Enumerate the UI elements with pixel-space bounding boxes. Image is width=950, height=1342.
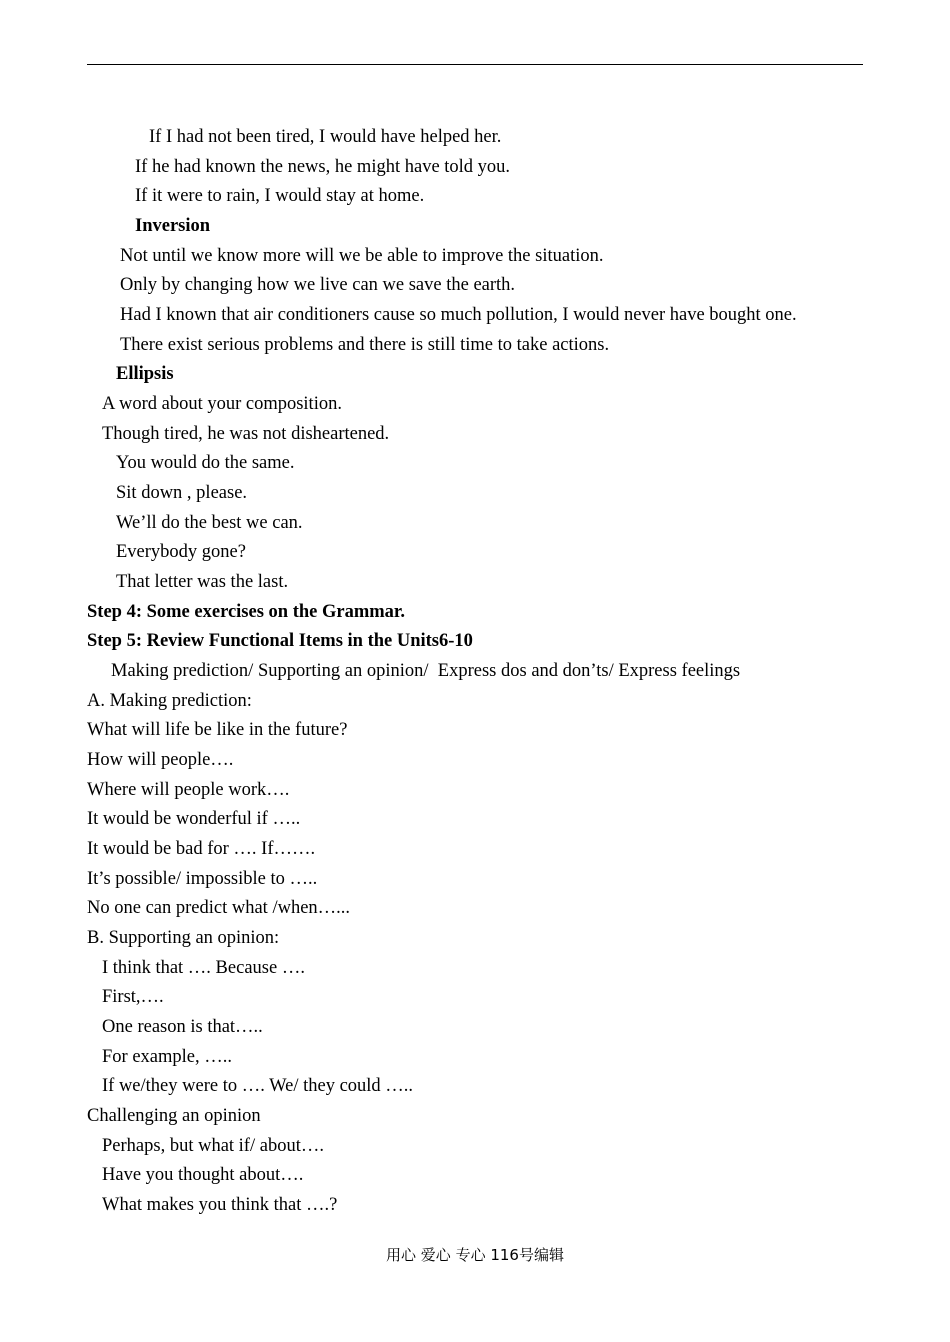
text-line: I think that …. Because ….: [102, 958, 305, 978]
text-line: If it were to rain, I would stay at home.: [135, 186, 425, 206]
text-line: What makes you think that ….?: [102, 1195, 338, 1215]
subsection-heading: Challenging an opinion: [87, 1106, 261, 1126]
text-line: Perhaps, but what if/ about….: [102, 1136, 324, 1156]
text-line: What will life be like in the future?: [87, 720, 348, 740]
text-line: How will people….: [87, 750, 234, 770]
text-line: Making prediction/ Supporting an opinion/ Express dos and don’ts/ Express feelings: [111, 661, 741, 681]
text-line: Where will people work….: [87, 780, 290, 800]
step-5-heading: Step 5: Review Functional Items in the Units6-10: [87, 631, 473, 651]
text-line: Not until we know more will we be able to improve the situation.: [120, 246, 604, 266]
text-line: There exist serious problems and there is still time to take actions.: [120, 335, 610, 355]
text-line: That letter was the last.: [116, 572, 289, 592]
text-line: It would be wonderful if …..: [87, 809, 301, 829]
text-line: One reason is that…..: [102, 1017, 263, 1037]
text-line: It would be bad for …. If…….: [87, 839, 316, 859]
text-line: For example, …..: [102, 1047, 232, 1067]
text-line: If he had known the news, he might have told you.: [135, 157, 511, 177]
text-line: We’ll do the best we can.: [116, 513, 303, 533]
page-footer: 用心 爱心 专心 116号编辑: [386, 1246, 564, 1264]
text-line: Sit down , please.: [116, 483, 248, 503]
text-line: First,….: [102, 987, 164, 1007]
text-line: If I had not been tired, I would have helped her.: [149, 127, 502, 147]
subsection-heading: A. Making prediction:: [87, 691, 252, 711]
section-heading-ellipsis: Ellipsis: [116, 364, 174, 384]
subsection-heading: B. Supporting an opinion:: [87, 928, 280, 948]
text-line: Only by changing how we live can we save the earth.: [120, 275, 516, 295]
step-4-heading: Step 4: Some exercises on the Grammar.: [87, 602, 406, 622]
text-line: It’s possible/ impossible to …..: [87, 869, 318, 889]
section-heading-inversion: Inversion: [135, 216, 211, 236]
text-line: Have you thought about….: [102, 1165, 304, 1185]
text-line: Everybody gone?: [116, 542, 246, 562]
text-line: Though tired, he was not disheartened.: [102, 424, 390, 444]
header-rule: [87, 64, 863, 65]
text-line: No one can predict what /when…...: [87, 898, 351, 918]
text-line: You would do the same.: [116, 453, 295, 473]
text-line: Had I known that air conditioners cause so much pollution, I would never have bought one.: [120, 305, 797, 325]
text-line: If we/they were to …. We/ they could …..: [102, 1076, 414, 1096]
text-line: A word about your composition.: [102, 394, 342, 414]
